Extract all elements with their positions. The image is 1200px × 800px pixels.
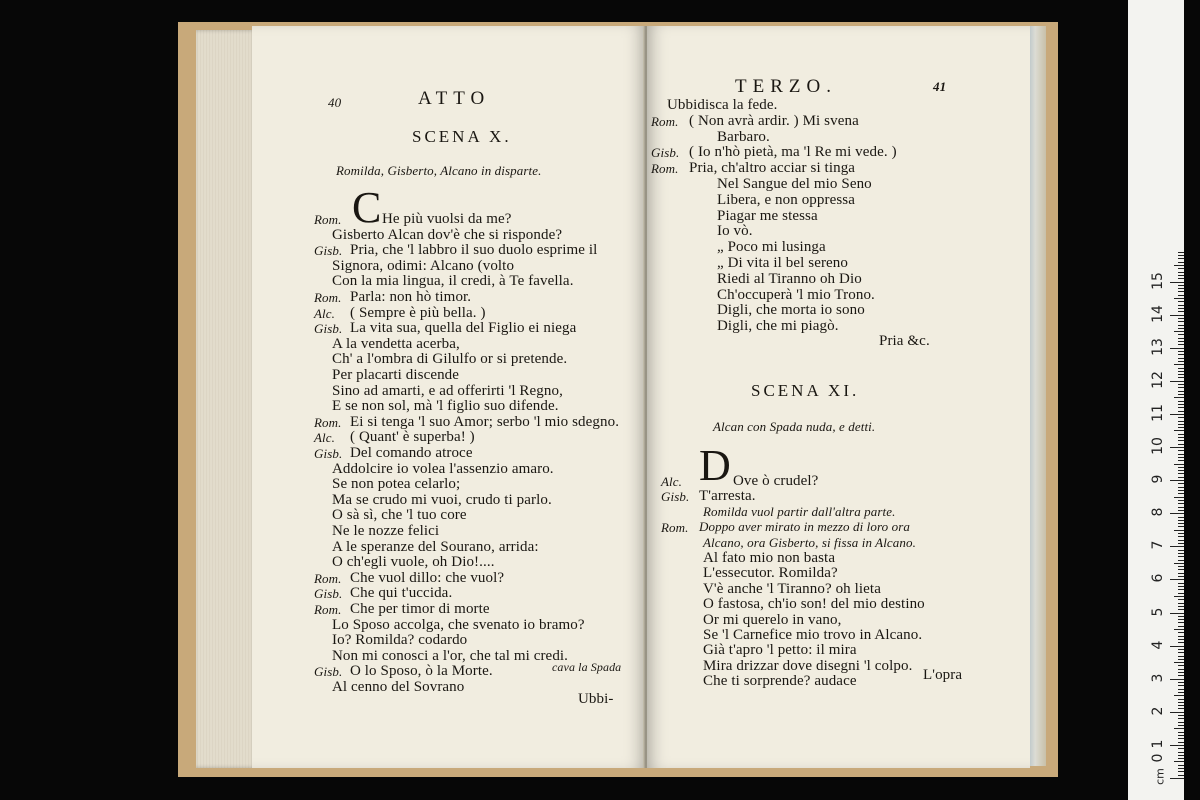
speaker-label: Rom. [314,212,342,227]
ruler-tick [1178,699,1184,700]
verse-line: Pria, che 'l labbro il suo duolo esprime il [350,242,598,259]
ruler-tick [1178,715,1184,716]
verse-line: ( Io n'hò pietà, ma 'l Re mi vede. ) [689,144,897,161]
verse-line: „ Di vita il bel sereno [717,255,849,271]
ruler-tick [1174,695,1184,696]
ruler-tick [1178,636,1184,637]
ruler-tick [1178,523,1184,524]
ruler-tick [1170,348,1184,349]
verse-line: Ch' a l'ombra di Gilulfo or si pretende. [332,351,568,368]
verse-line: Che per timor di morte [350,601,490,617]
verse-line: La vita sua, quella del Figlio ei niega [350,320,577,337]
ruler-tick [1178,599,1184,600]
speaker-label: Rom. [651,161,679,177]
ruler-tick [1170,480,1184,481]
verse-line: O sà sì, che 'l tuo core [332,507,467,524]
ruler-tick [1170,579,1184,580]
ruler-tick [1178,768,1184,769]
speaker-label: Rom. [661,520,689,536]
ruler-number: 14 [1150,304,1166,323]
ruler-tick [1174,563,1184,564]
ruler-tick [1178,295,1184,296]
verse-line: Con la mia lingua, il credi, à Te favella. [332,273,574,290]
verse-line: Ne le nozze felici [332,523,440,539]
ruler-number: 0 [1150,753,1166,763]
ruler-tick [1178,255,1184,256]
ruler-tick [1174,596,1184,597]
verse-line: Addolcire io volea l'assenzio amaro. [332,460,554,477]
measurement-ruler [1128,0,1184,800]
ruler-tick [1178,387,1184,388]
ruler-tick [1178,606,1184,607]
verse-line: Mira drizzar dove disegni 'l colpo. [703,657,913,674]
ruler-number: 5 [1150,607,1166,616]
ruler-tick [1170,712,1184,713]
verse-line: Del comando atroce [350,445,473,461]
stage-direction: Alcan con Spada nuda, e detti. [713,419,876,434]
speaker-label: Gisb. [651,145,680,161]
ruler-tick [1178,477,1184,478]
speaker-label: Gisb. [314,321,343,337]
ruler-tick [1178,374,1184,375]
page-number: 41 [933,79,947,94]
ruler-tick [1178,520,1184,521]
ruler-tick [1178,576,1184,577]
ruler-tick [1178,603,1184,604]
dropcap: D [699,441,731,490]
verse-line: Sino ad amarti, e ad offerirti 'l Regno, [332,382,563,399]
verse-line: ( Non avrà ardir. ) Mi svena [689,112,859,129]
ruler-tick [1178,665,1184,666]
ruler-number: 15 [1150,271,1166,290]
pria-etc: Pria &c. [879,333,930,349]
verse-line: Barbaro. [717,128,770,145]
verse-line: Doppo aver mirato in mezzo di loro ora [699,519,910,535]
ruler-tick [1178,685,1184,686]
running-head: TERZO. [735,76,837,97]
ruler-tick [1174,464,1184,465]
ruler-tick [1178,440,1184,441]
verse-line: Ma se crudo mi vuoi, crudo ti parlo. [332,491,552,508]
ruler-tick [1178,632,1184,633]
verse-line: Or mi querelo in vano, [703,611,842,628]
ruler-tick [1178,755,1184,756]
ruler-tick [1178,649,1184,650]
ruler-tick [1170,447,1184,448]
dropcap: C [352,183,382,232]
ruler-number: 13 [1150,337,1166,356]
verse-line: Digli, che morta io sono [717,302,865,319]
ruler-tick [1178,626,1184,627]
ruler-number: 9 [1150,474,1166,484]
ruler-tick [1178,457,1184,458]
ruler-tick [1178,705,1184,706]
ruler-tick [1178,732,1184,733]
ruler-tick [1178,675,1184,676]
ruler-tick [1178,444,1184,445]
speaker-label: Gisb. [314,586,343,602]
ruler-tick [1178,775,1184,776]
ruler-tick [1174,497,1184,498]
verse-line: Pria, ch'altro acciar si tinga [689,160,856,177]
ruler-number: 6 [1150,573,1166,583]
ruler-tick [1178,556,1184,557]
verse-line: O ch'egli vuole, oh Dio!.... [332,554,495,571]
verse-line: Al fato mio non basta [703,550,836,566]
ruler-tick [1178,573,1184,574]
ruler-tick [1178,718,1184,719]
scene-title: SCENA XI. [751,381,860,400]
margin-note: cava la Spada [552,660,622,674]
verse-line: Al cenno del Sovrano [332,679,465,695]
page-edges-left [196,30,256,768]
verse-line: ( Sempre è più bella. ) [350,304,486,321]
verse-line: T'arresta. [699,488,756,505]
verse-line: He più vuolsi da me? [382,211,512,227]
ruler-tick [1178,384,1184,385]
ruler-tick [1178,586,1184,587]
ruler-number: 11 [1150,403,1166,422]
verse-line: ( Quant' è superba! ) [350,429,475,446]
verse-line: Io vò. [717,223,753,240]
verse-line: Gisberto Alcan dov'è che si risponde? [332,226,563,243]
verse-line: Nel Sangue del mio Seno [717,176,872,192]
ruler-tick [1178,275,1184,276]
ruler-number: 1 [1150,739,1166,749]
verse-line: L'essecutor. Romilda? [703,565,838,582]
ruler-tick [1178,288,1184,289]
speaker-label: Alc. [314,430,335,446]
ruler-tick [1178,404,1184,405]
ruler-number: 4 [1150,640,1166,650]
verse-line: O fastosa, ch'io son! del mio destino [703,596,925,613]
ruler-tick [1178,483,1184,484]
ruler-tick [1174,298,1184,299]
ruler-tick [1178,368,1184,369]
ruler-tick [1178,334,1184,335]
ruler-tick [1178,460,1184,461]
ruler-tick [1170,646,1184,647]
ruler-tick [1178,619,1184,620]
verse-line: O lo Sposo, ò la Morte. [350,663,493,680]
verse-line: Piagar me stessa [717,207,818,224]
ruler-tick [1178,407,1184,408]
verse-line: Se 'l Carnefice mio trovo in Alcano. [703,627,923,643]
ruler-tick [1178,427,1184,428]
ruler-tick [1178,401,1184,402]
left-page [252,26,645,768]
ruler-tick [1178,659,1184,660]
ruler-tick [1178,553,1184,554]
page-number: 40 [328,95,342,110]
page-edges-right [1028,26,1046,766]
verse-line: Digli, che mi piagò. [717,318,839,335]
ruler-tick [1178,341,1184,342]
ruler-tick [1178,467,1184,468]
speaker-label: Alc. [661,474,682,489]
ruler-tick [1178,550,1184,551]
ruler-tick [1178,377,1184,378]
ruler-tick [1178,318,1184,319]
ruler-tick [1178,305,1184,306]
verse-line: E se non sol, mà 'l figlio suo difende. [332,398,559,415]
ruler-tick [1178,391,1184,392]
ruler-tick [1178,656,1184,657]
ruler-tick [1178,669,1184,670]
ruler-tick [1178,361,1184,362]
verse-line: Se non potea celarlo; [332,476,461,493]
ruler-tick [1178,708,1184,709]
ruler-tick [1178,533,1184,534]
verse-line: Ei si tenga 'l suo Amor; serbo 'l mio sdegno. [350,413,620,430]
ruler-tick [1170,414,1184,415]
ruler-tick [1178,278,1184,279]
speaker-label: Alc. [314,305,335,321]
ruler-tick [1178,417,1184,418]
ruler-tick [1178,725,1184,726]
ruler-tick [1178,771,1184,772]
verse-line: Ubbidisca la fede. [667,97,778,113]
ruler-tick [1178,652,1184,653]
verse-line: Che qui t'uccida. [350,585,453,602]
ruler-tick [1178,490,1184,491]
ruler-tick [1174,530,1184,531]
running-head: ATTO [418,88,491,109]
ruler-tick [1174,629,1184,630]
ruler-number: 3 [1150,673,1166,683]
ruler-tick [1170,745,1184,746]
ruler-tick [1178,411,1184,412]
ruler-tick [1178,258,1184,259]
speaker-label: Rom. [314,602,342,617]
verse-line: Che vuol dillo: che vuol? [350,569,505,586]
verse-line: A le speranze del Sourano, arrida: [332,538,539,555]
ruler-tick [1178,301,1184,302]
ruler-tick [1178,758,1184,759]
ruler-tick [1178,560,1184,561]
ruler-tick [1178,752,1184,753]
ruler-tick [1170,282,1184,283]
ruler-tick [1174,430,1184,431]
ruler-tick [1178,569,1184,570]
ruler-tick [1178,589,1184,590]
catchword: L'opra [923,667,963,683]
verse-line: Parla: non hò timor. [350,289,472,305]
ruler-tick [1170,679,1184,680]
ruler-tick [1178,487,1184,488]
ruler-tick [1178,308,1184,309]
ruler-tick [1174,331,1184,332]
speaker-label: Gisb. [314,243,343,259]
verse-line: Io? Romilda? codardo [332,632,468,649]
ruler-tick [1170,613,1184,614]
ruler-tick [1178,682,1184,683]
ruler-tick [1178,268,1184,269]
ruler-tick [1178,735,1184,736]
ruler-tick [1178,328,1184,329]
ruler-tick [1178,371,1184,372]
right-page [647,26,1030,768]
ruler-tick [1178,321,1184,322]
ruler-tick [1178,765,1184,766]
verse-line: Che ti sorprende? audace [703,673,857,690]
verse-line: Per placarti discende [332,367,460,383]
ruler-number: 2 [1150,706,1166,716]
ruler-tick [1178,510,1184,511]
ruler-tick [1178,272,1184,273]
ruler-tick [1178,354,1184,355]
ruler-tick [1178,252,1184,253]
ruler-tick [1178,454,1184,455]
speaker-label: Rom. [651,113,679,129]
ruler-tick [1178,470,1184,471]
ruler-tick [1178,434,1184,435]
ruler-tick [1178,517,1184,518]
ruler-number: 8 [1150,507,1166,517]
ruler-tick [1178,742,1184,743]
ruler-tick [1178,748,1184,749]
verse-line: Riedi al Tiranno oh Dio [717,270,862,287]
ruler-tick [1178,692,1184,693]
ruler-tick [1174,397,1184,398]
ruler-tick [1170,546,1184,547]
catchword: Ubbi- [578,691,614,707]
ruler-tick [1178,424,1184,425]
ruler-tick [1178,536,1184,537]
ruler-tick [1174,662,1184,663]
ruler-tick [1178,702,1184,703]
ruler-tick [1178,507,1184,508]
scene-title: SCENA X. [412,127,512,146]
verse-line: A la vendetta acerba, [332,335,460,352]
ruler-tick [1178,344,1184,345]
ruler-tick [1178,689,1184,690]
ruler-tick [1178,437,1184,438]
verse-line: „ Poco mi lusinga [717,239,826,256]
verse-line: V'è anche 'l Tiranno? oh lieta [703,580,881,597]
verse-line: Non mi conosci a l'or, che tal mi credi. [332,647,569,664]
ruler-tick [1178,351,1184,352]
ruler-unit: cm [1153,768,1167,785]
ruler-tick [1178,421,1184,422]
ruler-tick [1178,566,1184,567]
ruler-tick [1178,609,1184,610]
ruler-tick [1174,364,1184,365]
ruler-tick [1178,672,1184,673]
ruler-tick [1178,500,1184,501]
ruler-tick [1178,616,1184,617]
ruler-tick [1174,265,1184,266]
ruler-tick [1174,728,1184,729]
stage-direction: Romilda, Gisberto, Alcano in disparte. [336,163,542,178]
ruler-number: 7 [1150,540,1166,550]
speaker-label: Rom. [314,290,342,305]
verse-line: Già t'apro 'l petto: il mira [703,642,857,659]
ruler-tick [1178,543,1184,544]
ruler-tick [1178,503,1184,504]
ruler-tick [1178,311,1184,312]
speaker-label: Gisb. [661,489,690,505]
speaker-label: Rom. [314,570,342,586]
speaker-label: Gisb. [314,446,343,461]
ruler-tick [1178,325,1184,326]
ruler-tick [1178,738,1184,739]
ruler-tick [1170,315,1184,316]
speaker-label: Rom. [314,414,342,430]
ruler-tick [1178,722,1184,723]
verse-line: Signora, odimi: Alcano (volto [332,257,515,274]
verse-line: Lo Sposo accolga, che svenato io bramo? [332,616,585,633]
ruler-tick [1178,262,1184,263]
ruler-tick [1178,358,1184,359]
ruler-tick [1178,593,1184,594]
ruler-tick [1178,639,1184,640]
ruler-number: 12 [1150,370,1166,389]
ruler-tick [1178,450,1184,451]
ruler-tick [1178,493,1184,494]
verse-line: Ch'occuperà 'l mio Trono. [717,286,875,303]
ruler-tick [1178,473,1184,474]
verse-line: Libera, e non oppressa [717,191,855,208]
ruler-tick [1178,540,1184,541]
ruler-tick [1178,338,1184,339]
ruler-tick [1178,622,1184,623]
ruler-tick [1178,583,1184,584]
ruler-tick [1178,394,1184,395]
speaker-label: Gisb. [314,664,343,680]
verse-line: Ove ò crudel? [733,473,819,489]
ruler-tick [1178,285,1184,286]
verse-line: Alcano, ora Gisberto, si fissa in Alcano. [703,534,916,550]
ruler-tick [1178,291,1184,292]
ruler-tick [1178,642,1184,643]
verse-line: Romilda vuol partir dall'altra parte. [703,503,896,519]
ruler-tick [1174,761,1184,762]
ruler-tick [1170,381,1184,382]
ruler-tick [1178,526,1184,527]
ruler-number: 10 [1150,437,1166,455]
ruler-tick [1170,778,1184,779]
ruler-tick [1170,513,1184,514]
